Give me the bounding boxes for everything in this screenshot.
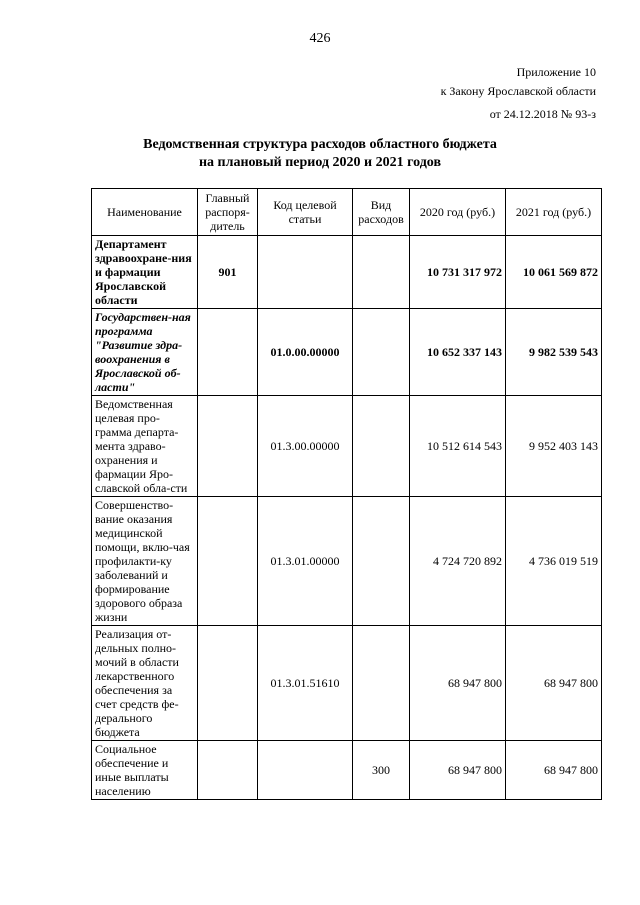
cell-code (258, 236, 353, 309)
cell-type (353, 236, 410, 309)
appendix-date: от 24.12.2018 № 93-з (489, 107, 596, 121)
budget-table (91, 188, 602, 800)
cell-2021: 68 947 800 (506, 626, 602, 741)
cell-manager (198, 741, 258, 800)
cell-2020: 68 947 800 (410, 741, 506, 800)
header-2021: 2021 год (руб.) (506, 189, 602, 236)
table-header-row (92, 189, 602, 236)
title-line-2: на плановый период 2020 и 2021 годов (198, 155, 442, 170)
cell-2021: 4 736 019 519 (506, 497, 602, 626)
cell-type: 300 (353, 741, 410, 800)
cell-code: 01.0.00.00000 (258, 309, 353, 396)
cell-manager (198, 626, 258, 741)
header-name: Наименование (92, 189, 198, 236)
cell-2020: 4 724 720 892 (410, 497, 506, 626)
table-row (92, 236, 602, 309)
table-row (92, 626, 602, 741)
cell-type (353, 309, 410, 396)
cell-2021: 68 947 800 (506, 741, 602, 800)
cell-name: Государствен-ная программа "Развитие здра-воохранения в Ярославской об-ласти" (92, 309, 198, 396)
table-row (92, 497, 602, 626)
header-manager: Главный распоря-дитель (198, 189, 258, 236)
header-code: Код целевой статьи (258, 189, 353, 236)
cell-2020: 10 512 614 543 (410, 396, 506, 497)
cell-manager: 901 (198, 236, 258, 309)
cell-name: Совершенство-вание оказания медицинской помощи, вклю-чая профилакти-ку заболеваний и формирование здорового образа жизни (92, 497, 198, 626)
document-title (0, 136, 640, 172)
table-row (92, 396, 602, 497)
title-line-1: Ведомственная структура расходов областного бюджета (143, 137, 497, 152)
cell-2020: 10 652 337 143 (410, 309, 506, 396)
cell-type (353, 396, 410, 497)
header-2020: 2020 год (руб.) (410, 189, 506, 236)
cell-2021: 9 952 403 143 (506, 396, 602, 497)
appendix-header (441, 63, 596, 124)
cell-2020: 10 731 317 972 (410, 236, 506, 309)
cell-name: Реализация от-дельных полно-мочий в области лекарственного обеспечения за счет средств фе-дерального бюджета (92, 626, 198, 741)
cell-code: 01.3.01.00000 (258, 497, 353, 626)
cell-code (258, 741, 353, 800)
cell-manager (198, 396, 258, 497)
appendix-line-2: к Закону Ярославской области (440, 84, 596, 98)
cell-name: Ведомственная целевая про-грамма департа-мента здраво-охранения и фармации Яро-славской обла-сти (92, 396, 198, 497)
cell-name: Социальное обеспечение и иные выплаты населению (92, 741, 198, 800)
cell-2021: 9 982 539 543 (506, 309, 602, 396)
cell-code: 01.3.01.51610 (258, 626, 353, 741)
page-number: 426 (309, 31, 331, 46)
cell-type (353, 497, 410, 626)
cell-manager (198, 309, 258, 396)
cell-manager (198, 497, 258, 626)
cell-2020: 68 947 800 (410, 626, 506, 741)
header-type: Вид расходов (353, 189, 410, 236)
appendix-line-1: Приложение 10 (516, 65, 596, 79)
cell-type (353, 626, 410, 741)
cell-name: Департамент здравоохране-ния и фармации Ярославской области (92, 236, 198, 309)
cell-2021: 10 061 569 872 (506, 236, 602, 309)
table-row (92, 309, 602, 396)
cell-code: 01.3.00.00000 (258, 396, 353, 497)
table-row (92, 741, 602, 800)
